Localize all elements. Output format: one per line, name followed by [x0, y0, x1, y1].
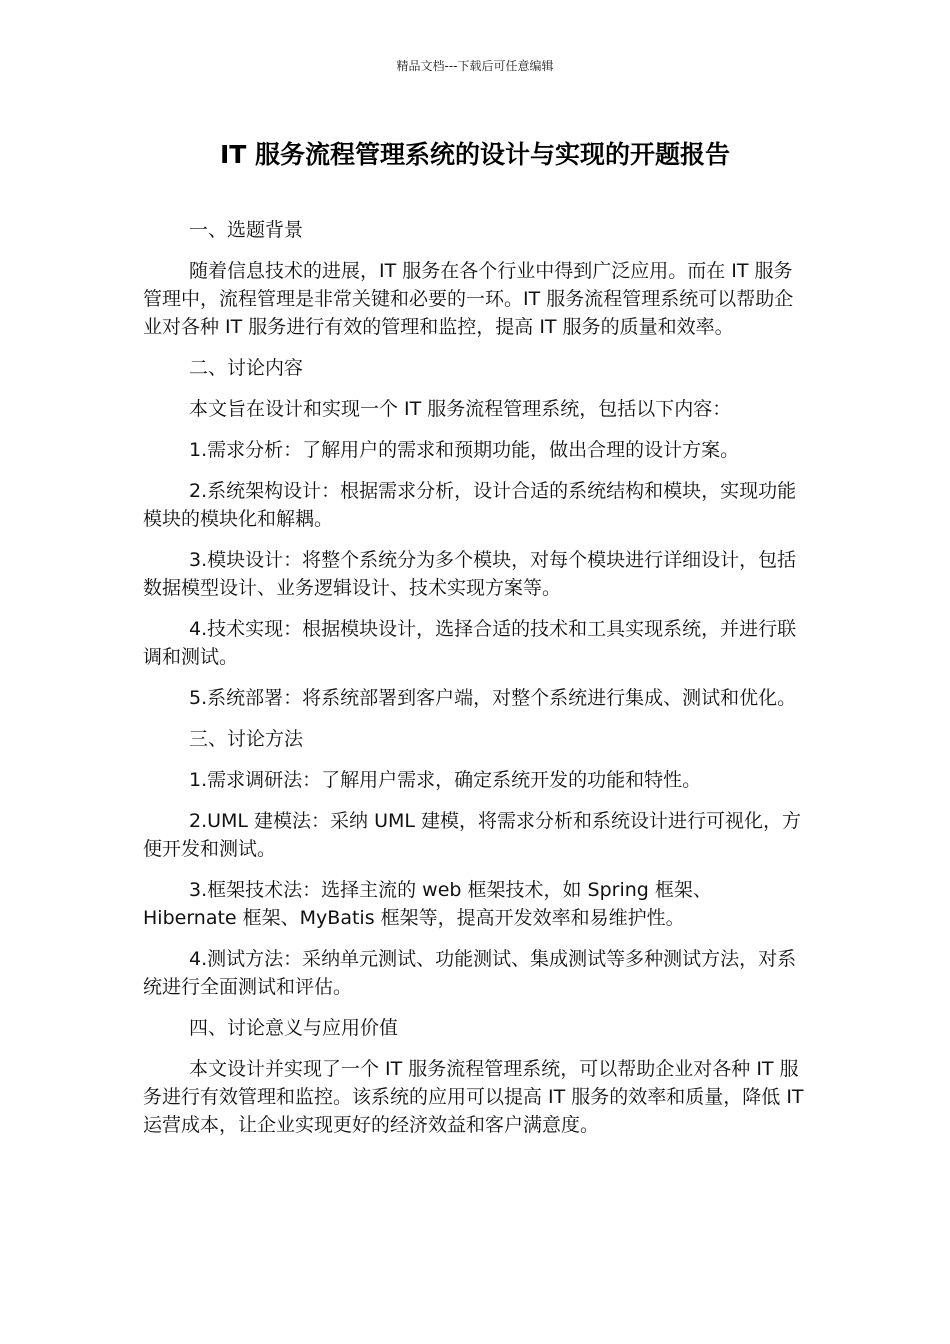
section-heading-significance: 四、讨论意义与应用价值	[189, 1017, 399, 1039]
paragraph-background: 随着信息技术的进展，IT 服务在各个行业中得到广泛应用。而在 IT 服务管理中，流程管理是非常关键和必要的一环。IT 服务流程管理系统可以帮助企业对各种 IT 服务进行有效的管理和监控，提高 IT 服务的质量和效率。	[143, 260, 794, 338]
list-item-content-2: 2.系统架构设计：根据需求分析，设计合适的系统结构和模块，实现功能模块的模块化和解耦。	[143, 480, 797, 530]
paragraph-research-intro: 本文旨在设计和实现一个 IT 服务流程管理系统，包括以下内容：	[189, 398, 732, 420]
list-item-method-2: 2.UML 建模法：采纳 UML 建模，将需求分析和系统设计进行可视化，方便开发和测试。	[143, 810, 802, 860]
document-title: IT 服务流程管理系统的设计与实现的开题报告	[219, 140, 731, 169]
page-header-note: 精品文档---下载后可任意编辑	[396, 59, 554, 73]
list-item-method-1: 1.需求调研法：了解用户需求，确定系统开发的功能和特性。	[189, 769, 702, 791]
section-heading-background: 一、选题背景	[189, 219, 304, 241]
list-item-content-5: 5.系统部署：将系统部署到客户端，对整个系统进行集成、测试和优化。	[189, 687, 797, 709]
list-item-method-4: 4.测试方法：采纳单元测试、功能测试、集成测试等多种测试方法，对系统进行全面测试和评估。	[143, 948, 797, 998]
paragraph-significance: 本文设计并实现了一个 IT 服务流程管理系统，可以帮助企业对各种 IT 服务进行有效管理和监控。该系统的应用可以提高 IT 服务的效率和质量，降低 IT 运营成本，让企业实现更好的经济效益和客户满意度。	[143, 1058, 804, 1136]
document-body	[143, 216, 805, 1152]
list-item-method-3: 3.框架技术法：选择主流的 web 框架技术，如 Spring 框架、Hibernate 框架、MyBatis 框架等，提高开发效率和易维护性。	[143, 879, 712, 929]
list-item-content-3: 3.模块设计：将整个系统分为多个模块，对每个模块进行详细设计，包括数据模型设计、业务逻辑设计、技术实现方案等。	[143, 549, 797, 599]
section-heading-research-content: 二、讨论内容	[189, 357, 304, 379]
list-item-content-1: 1.需求分析：了解用户的需求和预期功能，做出合理的设计方案。	[189, 439, 740, 461]
list-item-content-4: 4.技术实现：根据模块设计，选择合适的技术和工具实现系统，并进行联调和测试。	[143, 618, 797, 668]
section-heading-methods: 三、讨论方法	[189, 728, 304, 750]
